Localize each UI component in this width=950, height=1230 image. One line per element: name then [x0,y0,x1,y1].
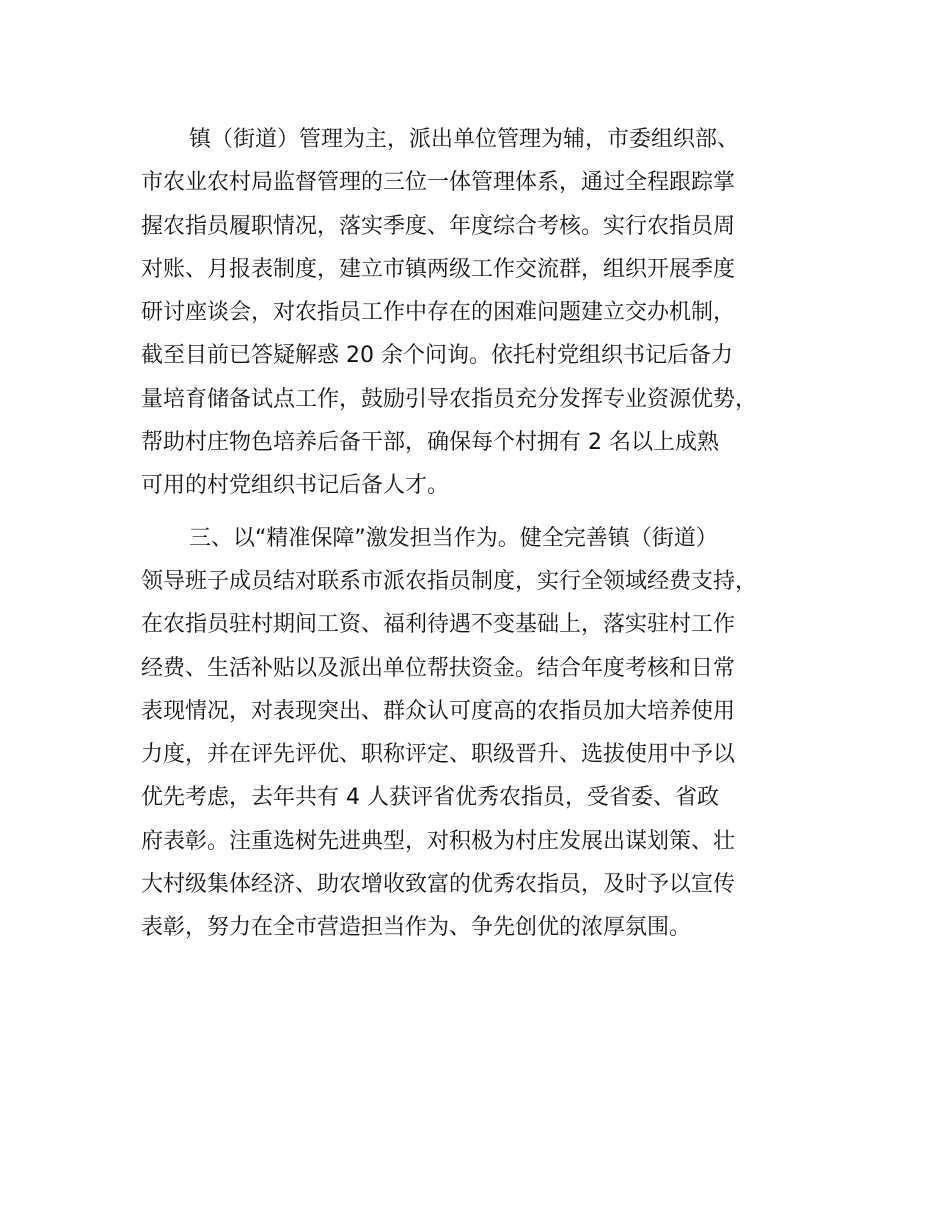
text-line: 截至目前已答疑解惑 20 余个问询。依托村党组织书记后备力 [141,343,733,369]
text-line: 镇（街道）管理为主，派出单位管理为辅，市委组织部、 [189,127,740,152]
text-line: 经费、生活补贴以及派出单位帮扶资金。结合年度考核和日常 [141,655,736,681]
paragraph-1 [141,118,841,508]
text-line: 表彰，努力在全市营造担当作为、争先创优的浓厚氛围。 [141,915,692,941]
body-text [141,118,841,950]
text-line: 市农业农村局监督管理的三位一体管理体系，通过全程跟踪掌 [141,170,736,196]
text-line: 量培育储备试点工作，鼓励引导农指员充分发挥专业资源优势， [141,386,758,412]
text-line: 府表彰。注重选树先进典型，对积极为村庄发展出谋划策、壮 [141,828,736,854]
text-line: 在农指员驻村期间工资、福利待遇不变基础上，落实驻村工作 [141,612,736,638]
text-line: 三、以“精准保障”激发担当作为。健全完善镇（街道） [189,525,718,551]
text-line: 帮助村庄物色培养后备干部，确保每个村拥有 2 名以上成熟 [141,430,719,456]
text-line: 表现情况，对表现突出、群众认可度高的农指员加大培养使用 [141,698,736,724]
text-line: 力度，并在评先评优、职称评定、职级晋升、选拔使用中予以 [141,742,736,768]
text-line: 对账、月报表制度，建立市镇两级工作交流群，组织开展季度 [141,256,736,282]
text-line: 研讨座谈会，对农指员工作中存在的困难问题建立交办机制， [141,300,736,326]
text-line: 可用的村党组织书记后备人才。 [141,473,450,499]
text-line: 握农指员履职情况，落实季度、年度综合考核。实行农指员周 [141,213,736,239]
text-line: 大村级集体经济、助农增收致富的优秀农指员，及时予以宣传 [141,872,736,898]
text-line: 优先考虑，去年共有 4 人获评省优秀农指员，受省委、省政 [141,785,719,811]
text-line: 领导班子成员结对联系市派农指员制度，实行全领域经费支持， [141,568,758,594]
paragraph-2 [141,517,841,950]
paragraph-gap [141,508,841,517]
